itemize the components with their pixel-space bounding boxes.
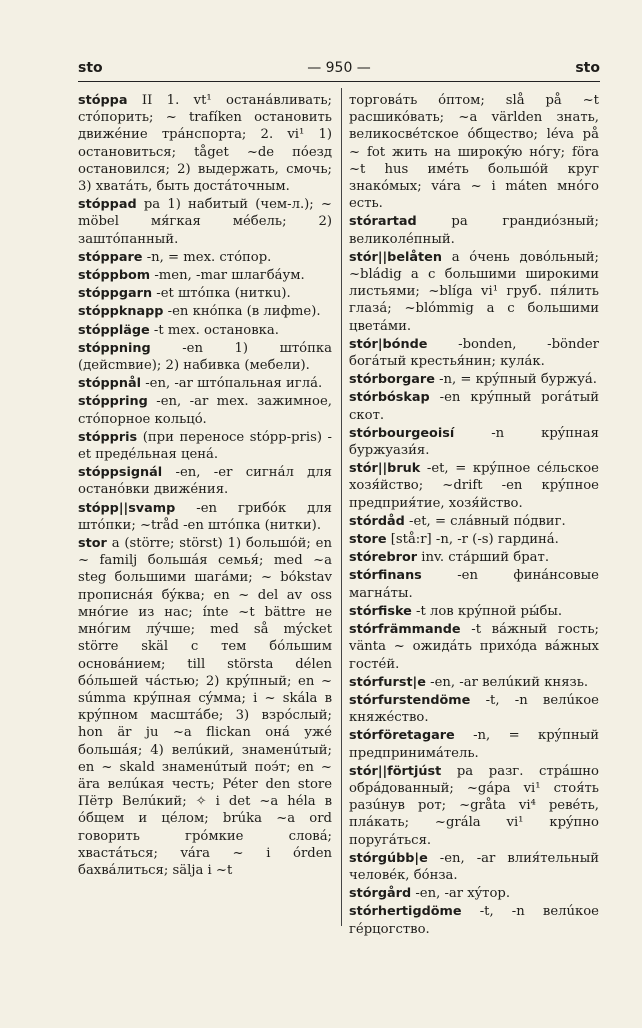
- entry-definition: -n, = mex. стóпор.: [146, 249, 272, 265]
- entry-definition: -en грибóк для штóпки; ~tråd -en штóпка (нитки).: [78, 500, 332, 533]
- entry-headword: stóppa: [78, 93, 128, 108]
- right-running-headword: sto: [575, 60, 600, 76]
- entry-headword: store: [349, 532, 387, 548]
- dictionary-entry: [349, 425, 599, 459]
- entry-headword: stóppknapp: [78, 304, 164, 320]
- dictionary-entry: [349, 674, 599, 691]
- entry-headword: stórfurst|e: [349, 674, 426, 690]
- header-rule: [78, 81, 600, 82]
- entry-headword: stórgård: [349, 886, 412, 902]
- entry-definition: [stå:r] -n, -r (-s) гардинá.: [390, 532, 559, 548]
- left-column: [78, 92, 332, 924]
- entry-definition: -t лов крýпной ры́бы.: [416, 603, 563, 619]
- entry-headword: stóppsignál: [78, 465, 163, 481]
- dictionary-entry: [78, 464, 332, 498]
- dictionary-entry: [349, 336, 599, 370]
- entry-headword: stóppgarn: [78, 286, 153, 302]
- entry-headword: stóppad: [78, 197, 137, 213]
- dictionary-entry: [349, 460, 599, 512]
- entry-definition: a óчень довóльный; ~bládig a с большими широкими листьями; ~blíga vi¹ груб. пя́лить глазá; ~blómmig a с большими цветáми.: [349, 249, 599, 334]
- entry-definition: pa грандиóзный; великолéпный.: [349, 214, 599, 247]
- entry-definition: (при переносе stópp-pris) -et предéльная ценá.: [78, 429, 332, 463]
- entry-definition: -en крýпный рогáтый скот.: [349, 390, 599, 423]
- dictionary-entry: [349, 727, 599, 761]
- entry-definition: -t вáжный гость; vänta ~ ожидáть прихóда вáжных гостéй.: [349, 622, 599, 672]
- dictionary-entry: [78, 393, 332, 427]
- entry-headword: stórfiske: [349, 603, 412, 619]
- dictionary-entry: [349, 903, 599, 937]
- dictionary-entry: [349, 213, 599, 247]
- entry-definition: -en 1) штóпка (дейcmвие); 2) набивка (мебели).: [78, 340, 332, 374]
- entry-definition: -t mex. остановка.: [153, 322, 279, 338]
- entry-definition: -en, -ar влия́тельный человéк, бóнза.: [349, 850, 599, 883]
- entry-headword: stórdåd: [349, 513, 405, 529]
- entry-headword: stóppnål: [78, 376, 141, 392]
- entry-headword: stórborgare: [349, 372, 435, 388]
- dictionary-entry: [78, 267, 332, 284]
- entry-headword: stórhertigdöme: [349, 904, 462, 920]
- dictionary-entry: [78, 340, 332, 374]
- entry-definition: -en финáнсовые магнáты.: [349, 568, 599, 601]
- dictionary-entry: [349, 92, 599, 212]
- entry-headword: stor: [78, 536, 107, 552]
- entry-definition: -en, -ar хýтор.: [415, 886, 511, 902]
- entry-headword: stórartad: [349, 214, 417, 230]
- entry-headword: stór||förtjúst: [349, 763, 442, 779]
- entry-headword: stór||belåten: [349, 249, 442, 265]
- dictionary-entry: [78, 196, 332, 248]
- dictionary-entry: [78, 429, 332, 463]
- entry-headword: stóppare: [78, 249, 143, 265]
- dictionary-entry: [78, 322, 332, 339]
- dictionary-entry: [349, 850, 599, 884]
- entry-definition: a (större; störst) 1) большóй; en ~ familj большáя семья́; med ~a steg большими шагáми; ~ bókstav прописнáя бýква; en ~ del av oss мнóгие из нас; ínte ~t bättre не мнóгим лýчше; med så mýcket större skäl с тем бóльшим основáнием; till största délen бóльшей чáстью; 2) крýпный; en ~ súmma крýпная сýмма; i ~ skála в крýпном масштáбе; 3) взрóслый; hon är ju ~a flickan онá ужé большáя; 4) велúкий, знаменúтый; en ~ skald знаменúтый поэ́т; en ~ ära велúкая честь; Péter den store Пётр Велúкий; ✧ i det ~a héla в óбщем и цéлом; brúka ~a ord говорить грóмкие словá; хвастáться; vára ~ i órden бахвáлиться; sälja i ~t: [78, 536, 332, 878]
- entry-definition: pa разг. стрáшно обрáдованный; ~gápa vi¹ стоя́ть разúнув рот; ~gråta vi⁴ ревéть, плáкать; ~grála vi¹ крýпно поругáться.: [349, 763, 599, 848]
- entry-headword: stópp||svamp: [78, 500, 176, 516]
- entry-headword: stórbourgeoisí: [349, 425, 455, 441]
- dictionary-entry: [78, 375, 332, 392]
- entry-definition: -et, = слáвный пóдвиг.: [409, 513, 566, 529]
- entry-definition: торговáть óптом; slå på ~t расшикóвать; ~a världen знать, великосвéтское óбщество; léva på ~ fot жить на широкýю нóгу; föra ~t hus имéть большóй круг знакóмых; vára ~ i máten мнóго есть.: [349, 93, 599, 212]
- entry-headword: stórfinans: [349, 568, 422, 584]
- entry-definition: -men, -mar шлагбáум.: [154, 268, 305, 284]
- dictionary-entry: [349, 371, 599, 388]
- dictionary-entry: [349, 549, 599, 566]
- entry-headword: stóppläge: [78, 322, 150, 338]
- entry-definition: -n, = крýпный буржуá.: [439, 372, 597, 388]
- entry-headword: stóppring: [78, 394, 148, 410]
- entry-definition: -et штóпка (ниткu).: [156, 286, 291, 302]
- column-divider: [341, 88, 342, 926]
- entry-headword: stóppning: [78, 340, 151, 356]
- entry-definition: inv. стáрший брат.: [421, 550, 550, 566]
- dictionary-entry: [78, 285, 332, 302]
- entry-headword: stórebror: [349, 550, 418, 566]
- left-running-headword: sto: [78, 60, 103, 76]
- entry-definition: -t, -n велúкое гéрцогство.: [349, 904, 599, 937]
- dictionary-entry: [78, 249, 332, 266]
- entry-definition: pa 1) набитый (чем-л.); ~ möbel мя́гкая мéбель; 2) заштóпанный.: [78, 197, 332, 247]
- page-number: — 950 —: [307, 60, 371, 76]
- dictionary-entry: [349, 692, 599, 726]
- entry-definition: -t, -n велúкое княжéство.: [349, 692, 599, 726]
- entry-headword: stórföretagare: [349, 728, 455, 744]
- entry-headword: stóppris: [78, 429, 138, 445]
- entry-definition: -en кнóпка (в лифmе).: [167, 304, 321, 320]
- entry-definition: -et, = крýпное сéльское хозя́йство; ~drift -en крýпное предприя́тие, хозя́йство.: [349, 461, 599, 511]
- dictionary-entry: [349, 531, 599, 548]
- dictionary-entry: [349, 621, 599, 673]
- dictionary-entry: [349, 249, 599, 335]
- entry-headword: stóppbom: [78, 268, 151, 284]
- entry-definition: -en, -ar штóпальная иглá.: [145, 376, 323, 392]
- dictionary-entry: [78, 535, 332, 879]
- dictionary-entry: [349, 567, 599, 601]
- entry-headword: stórfrämmande: [349, 622, 461, 638]
- entry-definition: -en, -ar велúкий князь.: [430, 674, 589, 690]
- entry-definition: -n крýпная буржуази́я.: [349, 425, 599, 459]
- right-column: [349, 92, 599, 937]
- page-header: [78, 58, 600, 82]
- entry-headword: stórfurstendöme: [349, 692, 471, 708]
- entry-headword: stórbóskap: [349, 390, 430, 406]
- dictionary-entry: [78, 92, 332, 195]
- dictionary-entry: [349, 513, 599, 530]
- entry-definition: -bonden, -bönder богáтый крестья́нин; кулáк.: [349, 336, 599, 370]
- entry-definition: -n, = крýпный предпринимáтель.: [349, 728, 599, 761]
- dictionary-entry: [78, 303, 332, 320]
- dictionary-entry: [349, 603, 599, 620]
- entry-headword: stórgúbb|e: [349, 850, 428, 866]
- dictionary-entry: [349, 885, 599, 902]
- entry-definition: -en, -ar mex. зажимное, стóпорное кольцó.: [78, 394, 332, 427]
- entry-definition: II 1. vt¹ останáвливать; стóпорить; ~ trafíken остановить движéние трáнспорта; 2. vi¹ 1) остановиться; tåget ~de пóезд остановился; 2) выдержать, смочь; 3) хватáть, быть достáточным.: [78, 93, 332, 195]
- dictionary-entry: [349, 389, 599, 423]
- dictionary-entry: [78, 500, 332, 534]
- entry-definition: -en, -er сигнáл для останóвки движéния.: [78, 465, 332, 498]
- entry-headword: stór||bruk: [349, 461, 421, 477]
- entry-headword: stór|bónde: [349, 336, 428, 352]
- dictionary-entry: [349, 763, 599, 849]
